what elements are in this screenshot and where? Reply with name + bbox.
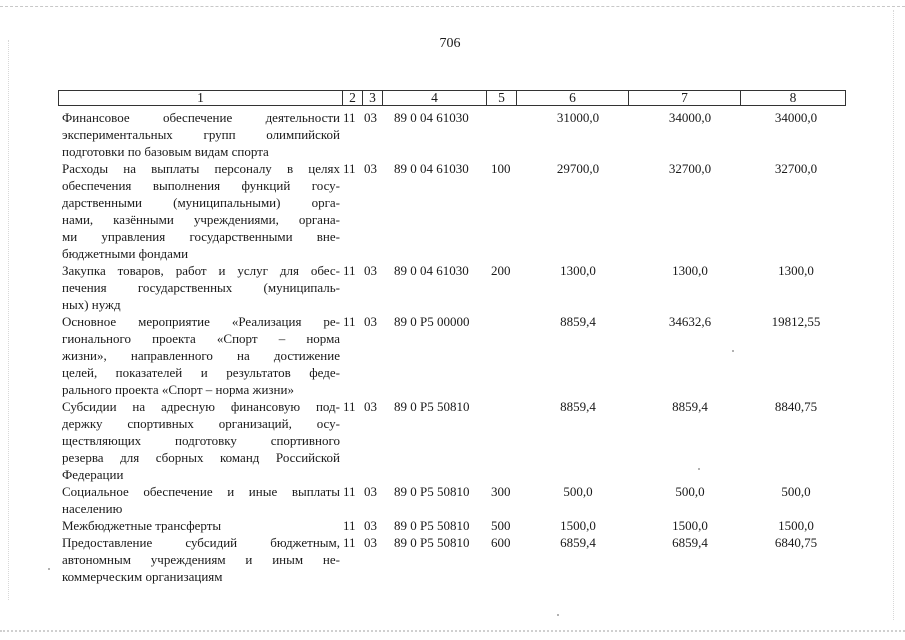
header-col-2: 2 — [342, 91, 362, 105]
header-col-4: 4 — [382, 91, 486, 105]
cell-amount-col8: 19812,55 — [771, 314, 821, 329]
cell-target-article: 89 0 P5 50810 — [394, 518, 470, 533]
header-col-8: 8 — [740, 91, 845, 105]
cell-target-article: 89 0 04 61030 — [394, 161, 469, 176]
cell-section: 11 — [343, 535, 356, 550]
cell-amount-col7: 1500,0 — [672, 518, 708, 533]
cell-subsection: 03 — [364, 314, 377, 329]
header-col-3: 3 — [362, 91, 382, 105]
table-row — [58, 534, 846, 585]
cell-target-article: 89 0 04 61030 — [394, 263, 469, 278]
cell-section: 11 — [343, 399, 356, 414]
row-description-line: коммерческим организациям — [62, 569, 223, 584]
cell-amount-col6: 1500,0 — [560, 518, 596, 533]
row-description-line: Социальное обеспечение и иные выплаты — [62, 484, 340, 499]
header-col-6: 6 — [516, 91, 628, 105]
cell-target-article: 89 0 P5 50810 — [394, 535, 470, 550]
row-description — [62, 109, 340, 160]
table-row — [58, 483, 846, 517]
scan-speck — [732, 350, 734, 352]
cell-subsection: 03 — [364, 263, 377, 278]
row-description-line: населению — [62, 501, 123, 516]
row-description-line: держку спортивных организаций, осу- — [62, 416, 340, 431]
header-col-1: 1 — [197, 90, 204, 105]
cell-expense-type: 200 — [491, 263, 511, 278]
row-description-line: целей, показателей и результатов феде- — [62, 365, 340, 380]
row-description-line: Финансовое обеспечение деятельности — [62, 110, 340, 125]
cell-expense-type: 300 — [491, 484, 511, 499]
cell-amount-col7: 1300,0 — [672, 263, 708, 278]
cell-subsection: 03 — [364, 535, 377, 550]
row-description-line: Предоставление субсидий бюджетным, — [62, 535, 340, 550]
header-col-5: 5 — [486, 91, 516, 105]
cell-amount-col7: 34632,6 — [668, 314, 712, 329]
row-description — [62, 517, 340, 534]
row-description-line: резерва для сборных команд Российской — [62, 450, 340, 465]
table-header-row — [58, 90, 846, 106]
row-description-line: экспериментальных групп олимпийской — [62, 127, 340, 142]
cell-section: 11 — [343, 314, 356, 329]
scan-speck — [557, 614, 559, 616]
table-row — [58, 398, 846, 483]
row-description — [62, 160, 340, 262]
cell-expense-type: 500 — [491, 518, 511, 533]
cell-amount-col6: 6859,4 — [560, 535, 596, 550]
cell-section: 11 — [343, 518, 356, 533]
cell-section: 11 — [343, 161, 356, 176]
cell-amount-col8: 500,0 — [781, 484, 811, 499]
cell-amount-col7: 32700,0 — [668, 161, 712, 176]
cell-subsection: 03 — [364, 484, 377, 499]
row-description-line: рального проекта «Спорт – норма жизни» — [62, 382, 294, 397]
table-row — [58, 517, 846, 534]
row-description-line: печения государственных (муниципаль- — [62, 280, 340, 295]
cell-amount-col8: 1300,0 — [778, 263, 814, 278]
scan-edge-top — [0, 6, 905, 7]
row-description-line: автономным учреждениям и иным не- — [62, 552, 340, 567]
row-description-line: дарственными (муниципальными) орга- — [62, 195, 340, 210]
row-description — [62, 262, 340, 313]
cell-amount-col7: 8859,4 — [672, 399, 708, 414]
cell-expense-type: 600 — [491, 535, 511, 550]
cell-amount-col8: 32700,0 — [774, 161, 818, 176]
table-row — [58, 262, 846, 313]
cell-amount-col6: 500,0 — [563, 484, 593, 499]
table-row — [58, 313, 846, 398]
cell-section: 11 — [343, 110, 356, 125]
cell-amount-col7: 6859,4 — [672, 535, 708, 550]
cell-amount-col6: 8859,4 — [560, 399, 596, 414]
row-description — [62, 534, 340, 585]
cell-amount-col7: 34000,0 — [668, 110, 712, 125]
scan-speck — [698, 468, 700, 470]
row-description-line: Закупка товаров, работ и услуг для обес- — [62, 263, 340, 278]
cell-target-article: 89 0 P5 00000 — [394, 314, 470, 329]
cell-subsection: 03 — [364, 399, 377, 414]
cell-subsection: 03 — [364, 161, 377, 176]
row-description-line: Межбюджетные трансферты — [62, 518, 222, 533]
cell-amount-col8: 1500,0 — [778, 518, 814, 533]
scan-edge-left — [8, 40, 9, 600]
row-description-line: Федерации — [62, 467, 124, 482]
cell-target-article: 89 0 04 61030 — [394, 110, 469, 125]
scan-edge-right — [893, 10, 894, 620]
cell-target-article: 89 0 P5 50810 — [394, 399, 470, 414]
row-description-line: ных) нужд — [62, 297, 121, 312]
row-description-line: ществляющих подготовку спортивного — [62, 433, 340, 448]
cell-section: 11 — [343, 263, 356, 278]
cell-amount-col8: 34000,0 — [774, 110, 818, 125]
row-description — [62, 483, 340, 517]
row-description-line: гионального проекта «Спорт – норма — [62, 331, 340, 346]
cell-amount-col7: 500,0 — [675, 484, 705, 499]
cell-amount-col6: 31000,0 — [556, 110, 600, 125]
row-description — [62, 398, 340, 483]
cell-subsection: 03 — [364, 518, 377, 533]
row-description-line: Субсидии на адресную финансовую под- — [62, 399, 340, 414]
row-description-line: Расходы на выплаты персоналу в целях — [62, 161, 340, 176]
cell-amount-col8: 8840,75 — [774, 399, 818, 414]
cell-subsection: 03 — [364, 110, 377, 125]
cell-target-article: 89 0 P5 50810 — [394, 484, 470, 499]
cell-amount-col6: 29700,0 — [556, 161, 600, 176]
scan-edge-bottom — [0, 630, 905, 632]
row-description-line: ми управления государственными вне- — [62, 229, 340, 244]
row-description-line: обеспечения выполнения функций госу- — [62, 178, 340, 193]
table-row — [58, 160, 846, 262]
cell-expense-type: 100 — [491, 161, 511, 176]
row-description-line: подготовки по базовым видам спорта — [62, 144, 269, 159]
row-description-line: Основное мероприятие «Реализация ре- — [62, 314, 340, 329]
cell-amount-col8: 6840,75 — [774, 535, 818, 550]
header-col-7: 7 — [628, 91, 740, 105]
row-description-line: жизни», направленного на достижение — [62, 348, 340, 363]
table-row — [58, 109, 846, 160]
cell-section: 11 — [343, 484, 356, 499]
row-description-line: нами, казёнными учреждениями, органа- — [62, 212, 340, 227]
scan-speck — [48, 568, 50, 570]
row-description — [62, 313, 340, 398]
page-number: 706 — [439, 36, 461, 51]
cell-amount-col6: 1300,0 — [560, 263, 596, 278]
row-description-line: бюджетными фондами — [62, 246, 189, 261]
cell-amount-col6: 8859,4 — [560, 314, 596, 329]
